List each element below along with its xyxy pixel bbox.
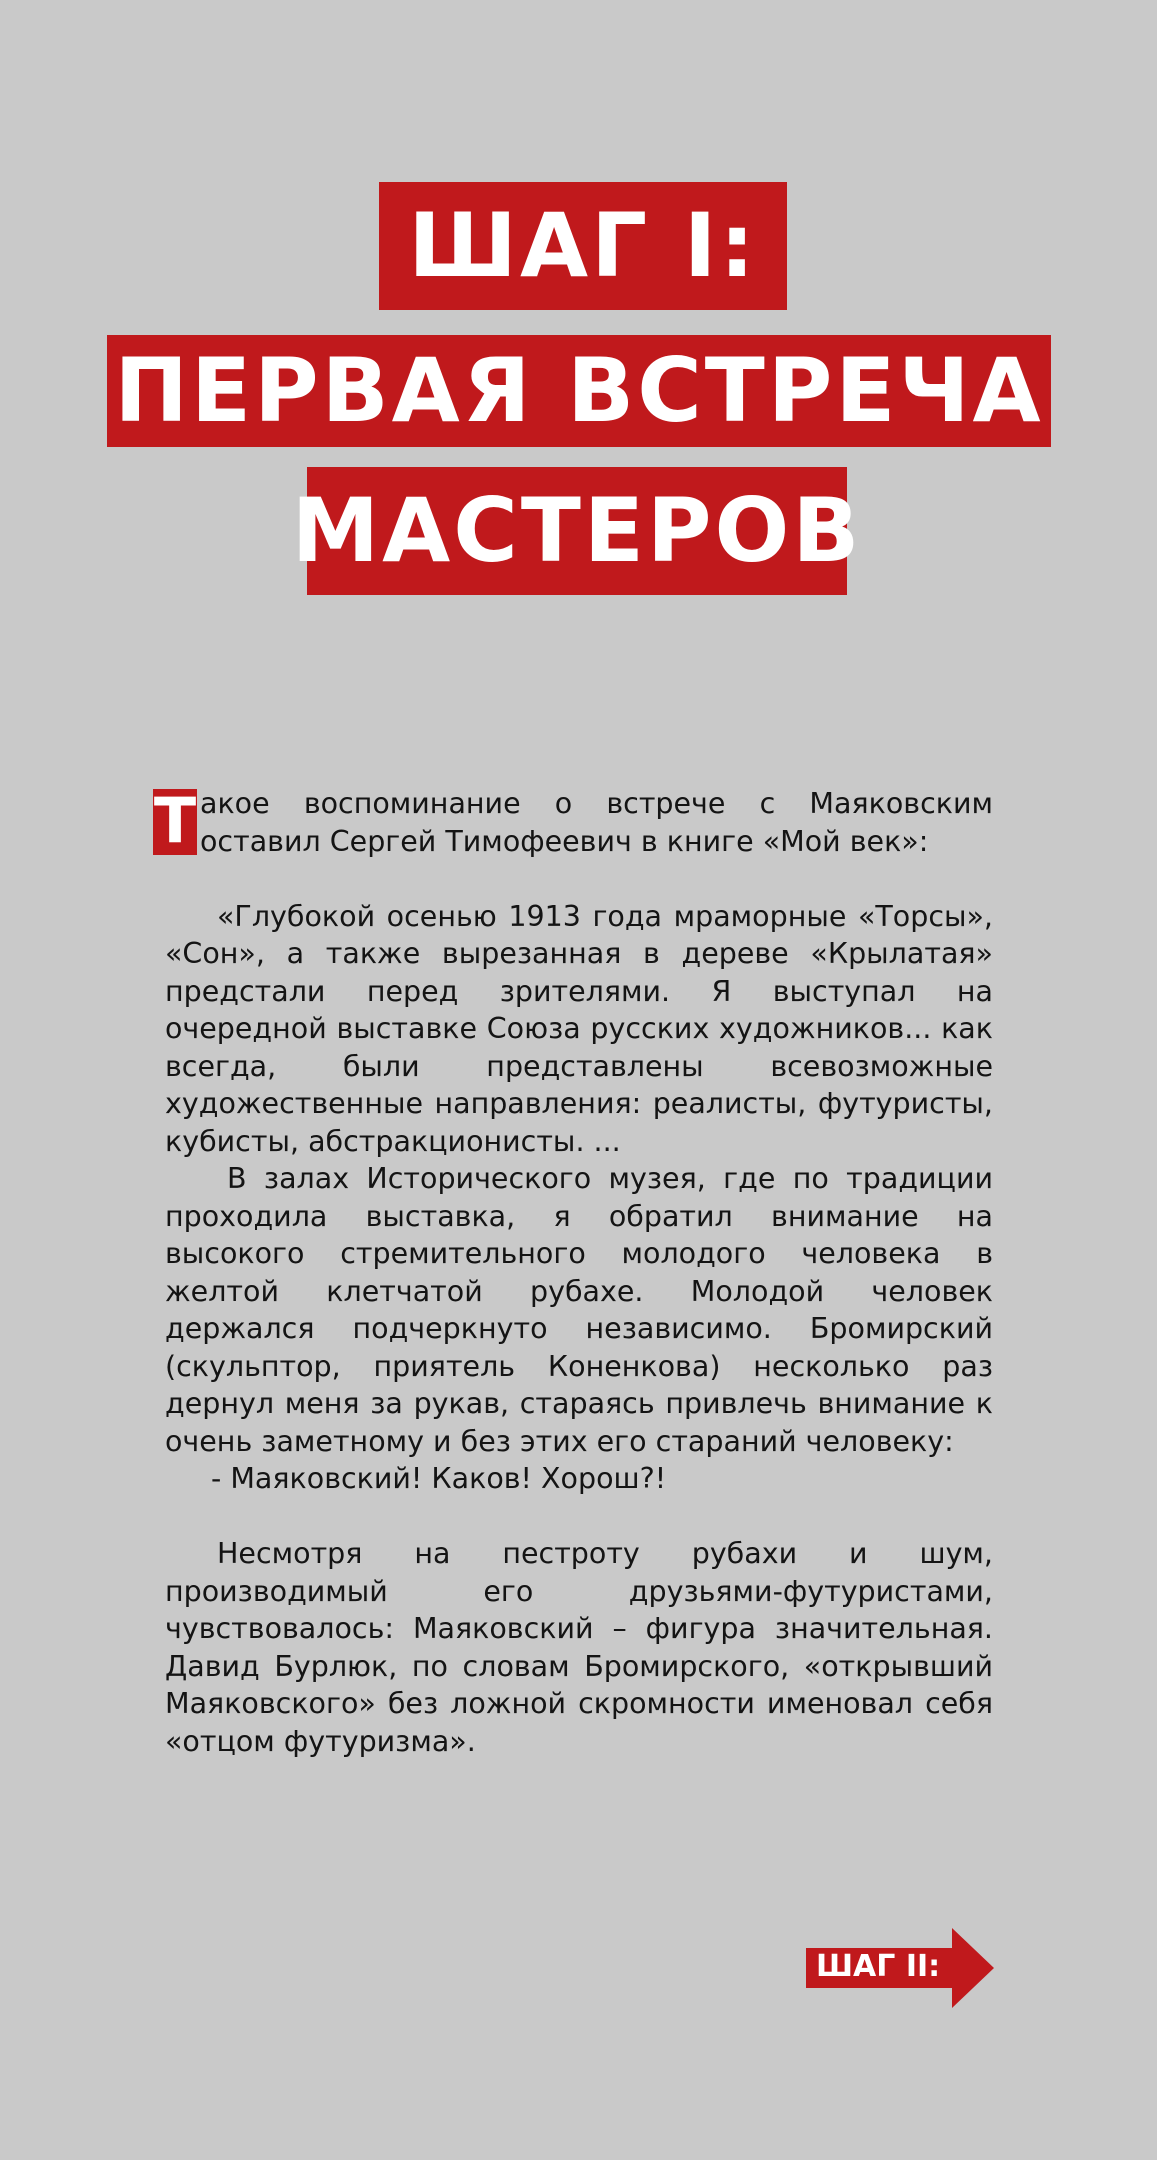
quote-paragraph-1: «Глубокой осенью 1913 года мраморные «Торсы», «Сон», а также вырезанная в дереве «Крылатая» предстали перед зрителями. Я выступал на очередной выставке Союза русских художников... как всегда, были представлены всевозможные художественные направления: реалисты, футуристы, кубисты, абстракционисты. ... [165,899,993,1158]
next-step-label: ШАГ II: [816,1949,941,1984]
next-step-button[interactable] [806,1928,996,2008]
intro-paragraph [153,750,993,860]
closing-paragraph: Несмотря на пестроту рубахи и шум, производимый его друзьями-футуристами, чувствовалось: Маяковский – фигура значительная. Давид Бурлюк, по словам Бромирского, «открывший Маяковского» без ложной скромности именовал себя «отцом футуризма». [165,1537,993,1758]
article-body [153,750,993,1760]
spacer [165,1498,993,1536]
drop-cap: Т [153,784,197,857]
quote-exclamation: - Маяковский! Каков! Хорош?! [211,1462,667,1495]
title-line-3: МАСТЕРОВ [307,467,847,595]
intro-text: акое воспоминание о встрече с Маяковским оставил Сергей Тимофеевич в книге «Мой век»: [200,787,993,858]
title-line-1: ШАГ I: [379,182,787,310]
quote-paragraph-2: В залах Исторического музея, где по традиции проходила выставка, я обратил внимание на высокого стремительного молодого человека в желтой клетчатой рубахе. Молодой человек держался подчеркнуто независимо. Бромирский (скульптор, приятель Коненкова) несколько раз дернул меня за рукав, стараясь привлечь внимание к очень заметному и без этих его стараний человеку: [165,1162,993,1458]
spacer [165,860,993,898]
title-line-2: ПЕРВАЯ ВСТРЕЧА [107,335,1051,447]
